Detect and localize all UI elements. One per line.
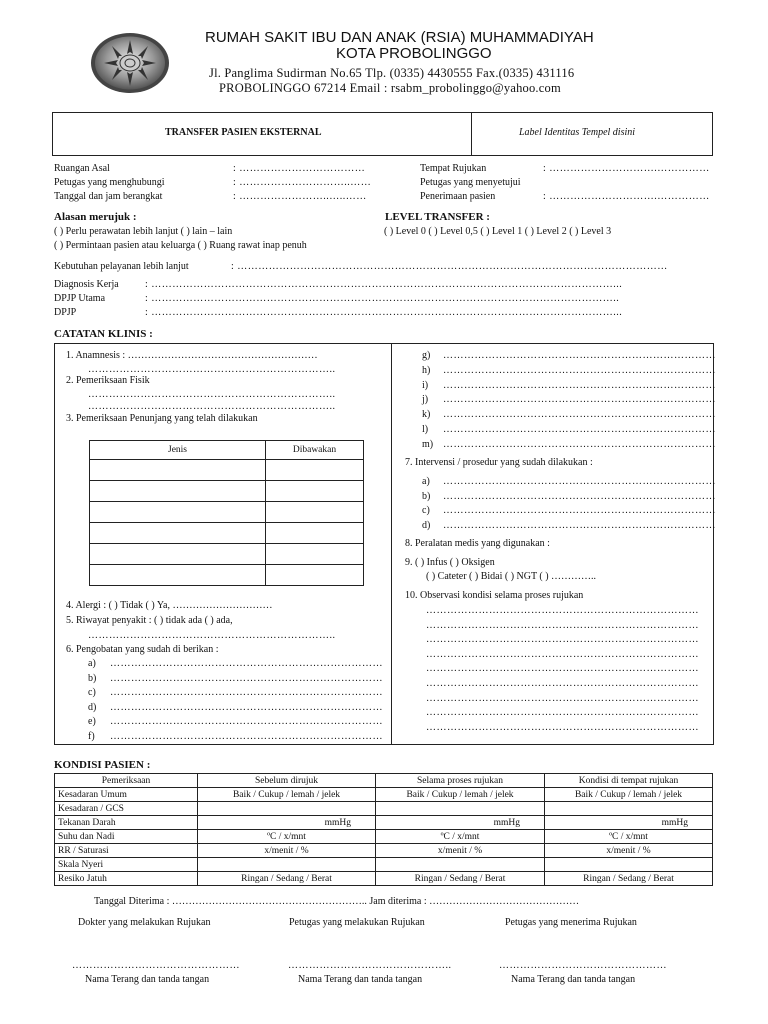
intervensi-item-label: b) — [422, 490, 431, 502]
pengobatan-item-line[interactable]: …………………………………………………………………… — [110, 658, 383, 669]
catatan-divider — [391, 343, 392, 745]
kondisi-header-sebelum: Sebelum dirujuk — [198, 774, 376, 788]
right-item-line[interactable]: …………………………………………………………………… — [443, 438, 716, 450]
pengobatan-item-line[interactable]: …………………………………………………………………… — [110, 687, 383, 698]
kondisi-row-label: Tekanan Darah — [55, 816, 198, 830]
kondisi-cell[interactable]: Ringan / Sedang / Berat — [545, 872, 713, 886]
observasi-line[interactable]: …………………………………………………………………… — [426, 663, 699, 675]
dpjp-label: DPJP — [54, 307, 77, 318]
kondisi-cell[interactable]: Ringan / Sedang / Berat — [376, 872, 545, 886]
anamnesis-line[interactable]: …………………………………………………………….. — [88, 364, 336, 375]
pengobatan-item-label: a) — [88, 658, 96, 669]
title-divider — [471, 112, 472, 156]
kondisi-header-tempat: Kondisi di tempat rujukan — [545, 774, 713, 788]
nama-terang-2: Nama Terang dan tanda tangan — [298, 974, 423, 985]
penunjang-cell[interactable] — [266, 502, 364, 523]
pengobatan-item-line[interactable]: …………………………………………………………………… — [110, 672, 383, 684]
alat-options-1[interactable]: 9. ( ) Infus ( ) Oksigen — [405, 557, 495, 568]
alasan-option-2[interactable]: ( ) Permintaan pasien atau keluarga ( ) Ruang rawat inap penuh — [54, 240, 307, 251]
observasi-line[interactable]: …………………………………………………………………… — [426, 619, 699, 631]
kondisi-cell[interactable]: mmHg — [198, 816, 376, 830]
pengobatan-item-line[interactable]: …………………………………………………………………… — [110, 716, 383, 727]
tempat-rujukan-field[interactable]: : ………………………….…………… — [543, 163, 710, 174]
kondisi-title: KONDISI PASIEN : — [54, 759, 151, 771]
right-item-label: i) — [422, 379, 429, 391]
tanggal-berangkat-field[interactable]: : ……………………..…..…… — [233, 191, 367, 202]
alergi-label[interactable]: 4. Alergi : ( ) Tidak ( ) Ya, ………………………… — [66, 600, 273, 611]
intervensi-item-line[interactable]: …………………………………………………………………… — [443, 505, 716, 517]
pengobatan-item-label: e) — [88, 716, 96, 727]
kondisi-cell[interactable] — [376, 858, 545, 872]
right-item-line[interactable]: …………………………………………………………………… — [443, 409, 716, 421]
kebutuhan-label: Kebutuhan pelayanan lebih lanjut — [54, 261, 189, 272]
kondisi-cell[interactable]: mmHg — [376, 816, 545, 830]
sig-label-dokter: Dokter yang melakukan Rujukan — [78, 917, 211, 928]
pengobatan-item-line[interactable]: …………………………………………………………………… — [110, 701, 383, 713]
pengobatan-item-label: c) — [88, 687, 96, 698]
petugas-menghubungi-field[interactable]: : …………………………..…… — [233, 177, 372, 188]
ruangan-asal-field[interactable]: : ……………………………… — [233, 163, 366, 174]
tanggal-diterima[interactable]: Tanggal Diterima : ………………………………………………….. Jam diterima : ……………………………………… — [94, 896, 580, 907]
sig-label-petugas-rujuk: Petugas yang melakukan Rujukan — [289, 917, 425, 928]
observasi-line[interactable]: …………………………………………………………………… — [426, 692, 699, 704]
col-dibawakan: Dibawakan — [266, 441, 364, 460]
nama-terang-1: Nama Terang dan tanda tangan — [85, 974, 210, 985]
penunjang-cell[interactable] — [90, 544, 266, 565]
kondisi-row-label: Skala Nyeri — [55, 858, 198, 872]
intervensi-item-label: c) — [422, 505, 430, 517]
pengobatan-label: 6. Pengobatan yang sudah di berikan : — [66, 644, 219, 655]
penerimaan-pasien-field[interactable]: : ………………………….…………… — [543, 191, 710, 202]
riwayat-label[interactable]: 5. Riwayat penyakit : ( ) tidak ada ( ) ada, — [66, 615, 233, 626]
pengobatan-item-line[interactable]: …………………………………………………………………… — [110, 730, 383, 742]
kondisi-cell[interactable]: Baik / Cukup / lemah / jelek — [198, 788, 376, 802]
right-item-line[interactable]: …………………………………………………………………… — [443, 394, 716, 406]
kondisi-cell[interactable] — [376, 802, 545, 816]
penunjang-cell[interactable] — [90, 565, 266, 586]
intervensi-item-label: a) — [422, 476, 430, 487]
alasan-title: Alasan merujuk : — [54, 211, 137, 223]
form-title: TRANSFER PASIEN EKSTERNAL — [165, 127, 322, 138]
right-item-line[interactable]: …………………………………………………………………… — [443, 364, 716, 376]
observasi-line[interactable]: …………………………………………………………………… — [426, 648, 699, 660]
kondisi-cell[interactable] — [545, 858, 713, 872]
peralatan-label: 8. Peralatan medis yang digunakan : — [405, 538, 550, 549]
fisik-line-2[interactable]: …………………………………………………………….. — [88, 401, 336, 412]
catatan-title: CATATAN KLINIS : — [54, 328, 153, 340]
dpjp-utama-field[interactable]: : …………………………………………………………………………………………………………………….. — [145, 293, 620, 304]
kondisi-cell[interactable]: ºC / x/mnt — [376, 830, 545, 844]
right-item-label: j) — [422, 394, 429, 406]
penunjang-cell[interactable] — [266, 523, 364, 544]
penunjang-cell[interactable] — [90, 481, 266, 502]
sig-line-petugas-rujuk[interactable]: ……………………………………….. — [288, 960, 452, 971]
penunjang-cell[interactable] — [266, 544, 364, 565]
observasi-line[interactable]: …………………………………………………………………… — [426, 707, 699, 719]
sig-label-petugas-terima: Petugas yang menerima Rujukan — [505, 917, 637, 928]
riwayat-line[interactable]: …………………………………………………………….. — [88, 630, 336, 641]
observasi-line[interactable]: …………………………………………………………………… — [426, 634, 699, 646]
observasi-line[interactable]: …………………………………………………………………… — [426, 721, 699, 733]
pengobatan-item-label: f) — [88, 730, 95, 742]
sig-line-dokter[interactable]: ………………………………………… — [72, 960, 240, 971]
intervensi-item-line[interactable]: …………………………………………………………………… — [443, 490, 716, 502]
penunjang-cell[interactable] — [266, 565, 364, 586]
kondisi-cell[interactable]: Baik / Cukup / lemah / jelek — [545, 788, 713, 802]
hospital-email: PROBOLINGGO 67214 Email : rsabm_probolinggo@yahoo.com — [219, 81, 561, 95]
pemeriksaan-fisik-label: 2. Pemeriksaan Fisik — [66, 375, 150, 386]
ruangan-asal-label: Ruangan Asal — [54, 163, 110, 174]
alat-options-2[interactable]: ( ) Cateter ( ) Bidai ( ) NGT ( ) ………….. — [426, 571, 597, 582]
kebutuhan-field[interactable]: : …………………………………………………………………………………………………………… — [231, 261, 668, 272]
penunjang-cell[interactable] — [90, 460, 266, 481]
penunjang-cell[interactable] — [266, 481, 364, 502]
kondisi-cell[interactable] — [545, 802, 713, 816]
kondisi-cell[interactable]: x/menit / % — [545, 844, 713, 858]
kondisi-row-label: RR / Saturasi — [55, 844, 198, 858]
kondisi-cell[interactable] — [198, 802, 376, 816]
dpjp-field[interactable]: : ……………………………………………………………………………………………………………………... — [145, 307, 623, 318]
intervensi-label: 7. Intervensi / prosedur yang sudah dilakukan : — [405, 457, 593, 468]
tempat-rujukan-label: Tempat Rujukan — [420, 163, 487, 174]
tanggal-berangkat-label: Tanggal dan jam berangkat — [54, 191, 163, 202]
penunjang-cell[interactable] — [90, 502, 266, 523]
sig-line-petugas-terima[interactable]: ………………………………………… — [499, 960, 667, 971]
intervensi-item-line[interactable]: …………………………………………………………………… — [443, 476, 716, 487]
kondisi-cell[interactable]: x/menit / % — [198, 844, 376, 858]
diagnosis-label: Diagnosis Kerja — [54, 279, 119, 290]
right-item-label: k) — [422, 409, 431, 421]
nama-terang-3: Nama Terang dan tanda tangan — [511, 974, 636, 985]
intervensi-item-label: d) — [422, 519, 431, 531]
hospital-address: Jl. Panglima Sudirman No.65 Tlp. (0335) 4430555 Fax.(0335) 431116 — [209, 66, 575, 80]
right-item-label: g) — [422, 350, 431, 361]
fisik-line-1[interactable]: …………………………………………………………….. — [88, 389, 336, 400]
col-jenis: Jenis — [90, 441, 266, 460]
anamnesis-label: 1. Anamnesis : ………………………………………………… — [66, 350, 318, 361]
kondisi-cell[interactable]: ºC / x/mnt — [545, 830, 713, 844]
kondisi-cell[interactable]: x/menit / % — [376, 844, 545, 858]
intervensi-item-line[interactable]: …………………………………………………………………… — [443, 519, 716, 531]
diagnosis-field[interactable]: : ……………………………………………………………………………………………………………………... — [145, 279, 623, 290]
kondisi-cell[interactable]: ºC / x/mnt — [198, 830, 376, 844]
observasi-line[interactable]: …………………………………………………………………… — [426, 605, 699, 616]
hospital-logo — [90, 32, 170, 97]
right-item-label: h) — [422, 364, 431, 376]
kondisi-row-label: Suhu dan Nadi — [55, 830, 198, 844]
label-area: Label Identitas Tempel disini — [519, 127, 636, 138]
level-options[interactable]: ( ) Level 0 ( ) Level 0,5 ( ) Level 1 ( ) Level 2 ( ) Level 3 — [384, 226, 612, 237]
observasi-label: 10. Observasi kondisi selama proses rujukan — [405, 590, 584, 601]
kondisi-cell[interactable]: mmHg — [545, 816, 713, 830]
kondisi-header-selama: Selama proses rujukan — [376, 774, 545, 788]
petugas-menyetujui-label: Petugas yang menyetujui — [420, 177, 521, 188]
right-item-line[interactable]: …………………………………………………………………… — [443, 350, 716, 361]
hospital-city: KOTA PROBOLINGGO — [336, 45, 492, 62]
kondisi-header-pemeriksaan: Pemeriksaan — [55, 774, 198, 788]
alasan-option-1[interactable]: ( ) Perlu perawatan lebih lanjut ( ) lain – lain — [54, 226, 233, 237]
penunjang-cell[interactable] — [90, 523, 266, 544]
penunjang-table — [89, 440, 364, 586]
level-title: LEVEL TRANSFER : — [385, 211, 490, 223]
kondisi-row-label: Resiko Jatuh — [55, 872, 198, 886]
right-item-line[interactable]: …………………………………………………………………… — [443, 424, 716, 435]
penerimaan-pasien-label: Penerimaan pasien — [420, 191, 496, 202]
dpjp-utama-label: DPJP Utama — [54, 293, 106, 304]
right-item-label: l) — [422, 424, 429, 435]
pengobatan-item-label: b) — [88, 672, 97, 684]
penunjang-label: 3. Pemeriksaan Penunjang yang telah dilakukan — [66, 413, 258, 424]
kondisi-row-label: Kesadaran / GCS — [55, 802, 198, 816]
kondisi-cell[interactable]: Ringan / Sedang / Berat — [198, 872, 376, 886]
kondisi-cell[interactable] — [198, 858, 376, 872]
kondisi-table — [54, 773, 713, 886]
petugas-menghubungi-label: Petugas yang menghubungi — [54, 177, 165, 188]
right-item-label: m) — [422, 438, 434, 450]
hospital-name: RUMAH SAKIT IBU DAN ANAK (RSIA) MUHAMMADIYAH — [205, 29, 594, 46]
pengobatan-item-label: d) — [88, 701, 97, 713]
kondisi-row-label: Kesadaran Umum — [55, 788, 198, 802]
penunjang-cell[interactable] — [266, 460, 364, 481]
right-item-line[interactable]: …………………………………………………………………… — [443, 379, 716, 391]
observasi-line[interactable]: …………………………………………………………………… — [426, 678, 699, 689]
kondisi-cell[interactable]: Baik / Cukup / lemah / jelek — [376, 788, 545, 802]
